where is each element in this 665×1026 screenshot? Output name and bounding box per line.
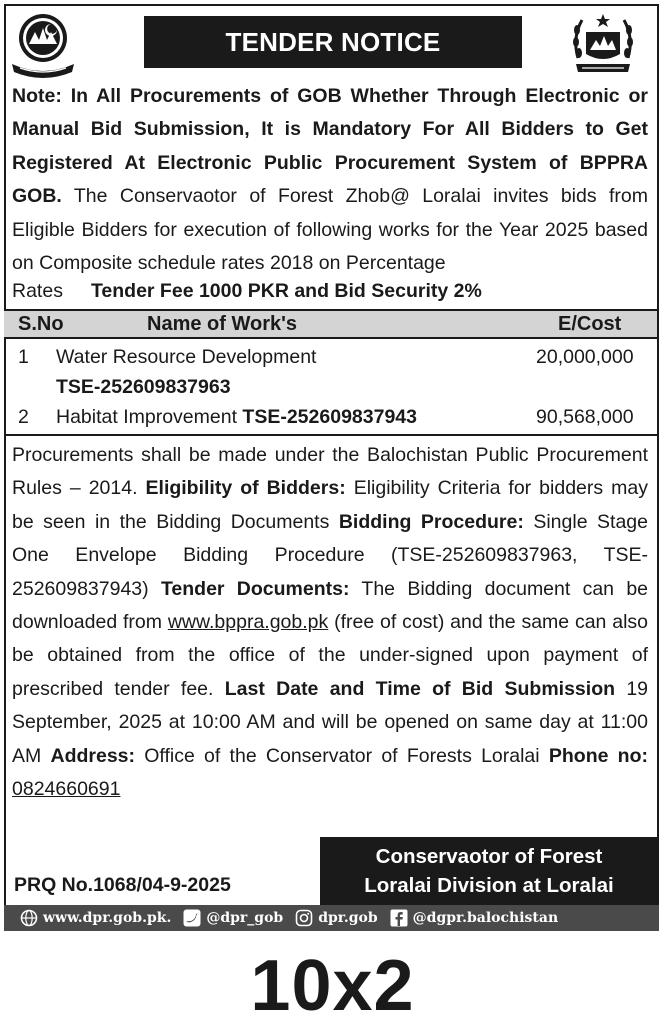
globe-icon (20, 909, 38, 927)
documents-text-2: (free of cost) and the same can also be obtained from the office of the under-signed upon payment of prescribed tender fee. (12, 611, 648, 700)
footer-instagram-text: dpr.gob (318, 910, 378, 926)
footer-website[interactable] (20, 909, 171, 927)
address-text: Office of the Conservator of Forests Loralai (135, 744, 549, 767)
phone-number[interactable]: 0824660691 (12, 778, 121, 801)
row-work-name: Water Resource Development (56, 346, 317, 368)
registration-note: Note: In All Procurements of GOB Whether Through Electronic or Manual Bid Submission, It is Mandatory For All Bidders to Get Registered At Electronic Public Procurement System of BPPRA GOB. (12, 85, 648, 208)
footer-facebook[interactable] (390, 909, 558, 927)
documents-text: The Bidding document can be downloaded from (12, 577, 649, 634)
intro-paragraph (12, 80, 648, 280)
works-table-header (4, 309, 657, 339)
procurement-details (12, 439, 648, 806)
ad-size-tag: 10x2 (250, 946, 415, 1026)
row-work-name: Habitat Improvement (56, 406, 237, 428)
row-tse-id: TSE-252609837963 (56, 376, 231, 398)
page-title: TENDER NOTICE (144, 16, 522, 68)
tender-fee-text: Tender Fee 1000 PKR and Bid Security 2% (90, 280, 482, 302)
row-cost: 20,000,000 (536, 346, 634, 368)
footer-twitter-text: @dpr_gob (206, 910, 284, 926)
footer-website-text: www.dpr.gob.pk. (43, 910, 172, 926)
phone-label: Phone no: (548, 744, 648, 767)
row-tse-id: TSE-252609837943 (242, 406, 417, 428)
row-sno: 2 (18, 406, 29, 428)
balochistan-emblem-icon (8, 8, 78, 80)
row-cost: 90,568,000 (536, 406, 634, 428)
header-sno: S.No (18, 313, 64, 335)
instagram-icon (295, 909, 313, 927)
signatory-title: Conservaotor of Forest (375, 845, 603, 868)
procedure-label: Bidding Procedure: (338, 510, 524, 533)
header-cost: E/Cost (558, 313, 622, 335)
last-date-text: 19 September, 2025 at 10:00 AM and will be opened on same day at 11:00 AM (12, 677, 649, 767)
twitter-icon (183, 909, 201, 927)
last-date-label: Last Date and Time of Bid Submission (224, 677, 616, 700)
fees-line (12, 276, 482, 306)
documents-label: Tender Documents: (160, 577, 350, 600)
facebook-icon (390, 909, 408, 927)
signature-block (320, 837, 658, 905)
rates-word: Rates (12, 280, 63, 302)
address-label: Address: (50, 744, 136, 767)
header-name-of-work: Name of Work's (147, 313, 297, 335)
eligibility-label: Eligibility of Bidders: (145, 477, 346, 500)
footer-facebook-text: @dgpr.balochistan (412, 910, 559, 926)
invitation-text: The Conservaotor of Forest Zhob@ Loralai invites bids from Eligible Bidders for execution of following works for the Year 2025 based on Composite schedule rates 2018 on Percentage (12, 185, 648, 275)
footer-twitter[interactable] (183, 909, 283, 927)
dpr-emblem-icon (568, 8, 638, 80)
eligibility-text: Eligibility Criteria for bidders may be seen in the Bidding Documents (12, 477, 648, 533)
signatory-office: Loralai Division at Loralai (364, 874, 614, 897)
rules-text: Procurements shall be made under the Balochistan Public Procurement Rules – 2014. (12, 444, 648, 500)
row-sno: 1 (18, 346, 29, 368)
footer-instagram[interactable] (295, 909, 377, 927)
procedure-text: Single Stage One Envelope Bidding Procedure (TSE-252609837963, TSE- 252609837943) (12, 510, 648, 600)
row-work-name-with-tse (56, 406, 417, 429)
table-bottom-divider (4, 434, 657, 436)
prq-number: PRQ No.1068/04-9-2025 (14, 874, 231, 896)
social-footer (4, 905, 659, 931)
bppra-link[interactable]: www.bppra.gob.pk (167, 611, 329, 634)
